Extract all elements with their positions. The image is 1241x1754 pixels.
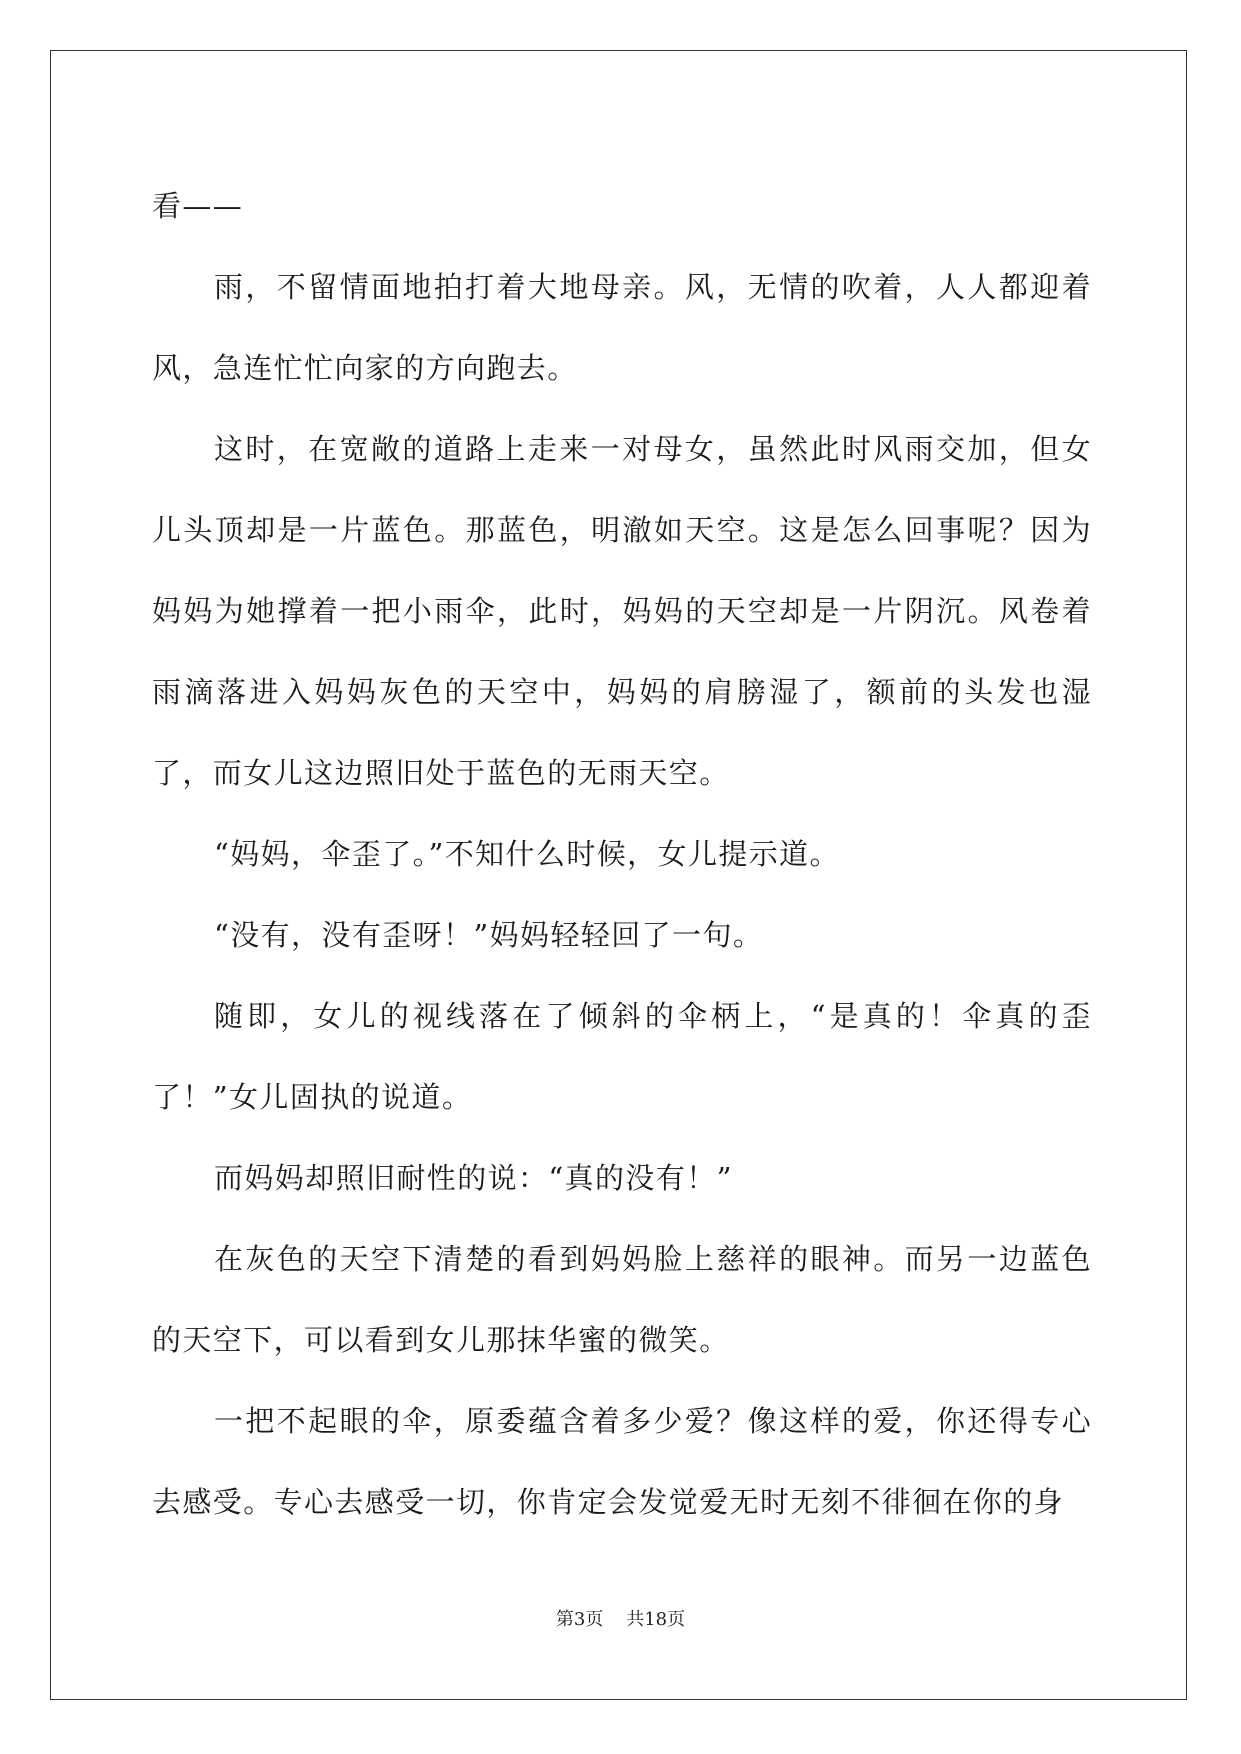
page-total: 共18页 xyxy=(626,1609,686,1630)
paragraph-7: 而妈妈却照旧耐性的说：“真的没有！” xyxy=(214,1161,733,1195)
paragraph-4: “妈妈，伞歪了。”不知什么时候，女儿提示道。 xyxy=(214,837,840,871)
paragraph-2: 雨，不留情面地拍打着大地母亲。风，无情的吹着，人人都迎着风，急连忙忙向家的方向跑去。 xyxy=(152,270,1092,385)
page-footer xyxy=(0,1608,1241,1632)
paragraph-3: 这时，在宽敞的道路上走来一对母女，虽然此时风雨交加，但女儿头顶却是一片蓝色。那蓝色，明澈如天空。这是怎么回事呢？因为妈妈为她撑着一把小雨伞，此时，妈妈的天空却是一片阴沉。风卷着雨滴落进入妈妈灰色的天空中，妈妈的肩膀湿了，额前的头发也湿了，而女儿这边照旧处于蓝色的无雨天空。 xyxy=(152,432,1092,790)
page-number: 第3页 xyxy=(555,1609,604,1630)
paragraph-8: 在灰色的天空下清楚的看到妈妈脸上慈祥的眼神。而另一边蓝色的天空下，可以看到女儿那抹华蜜的微笑。 xyxy=(152,1242,1092,1357)
paragraph-1: 看—— xyxy=(152,189,244,223)
paragraph-9: 一把不起眼的伞，原委蕴含着多少爱？像这样的爱，你还得专心去感受。专心去感受一切，你肯定会发觉爱无时无刻不徘徊在你的身 xyxy=(152,1404,1092,1519)
document-body xyxy=(152,166,1092,1543)
paragraph-6: 随即，女儿的视线落在了倾斜的伞柄上，“是真的！伞真的歪了！”女儿固执的说道。 xyxy=(152,999,1092,1114)
paragraph-5: “没有，没有歪呀！”妈妈轻轻回了一句。 xyxy=(214,918,764,952)
